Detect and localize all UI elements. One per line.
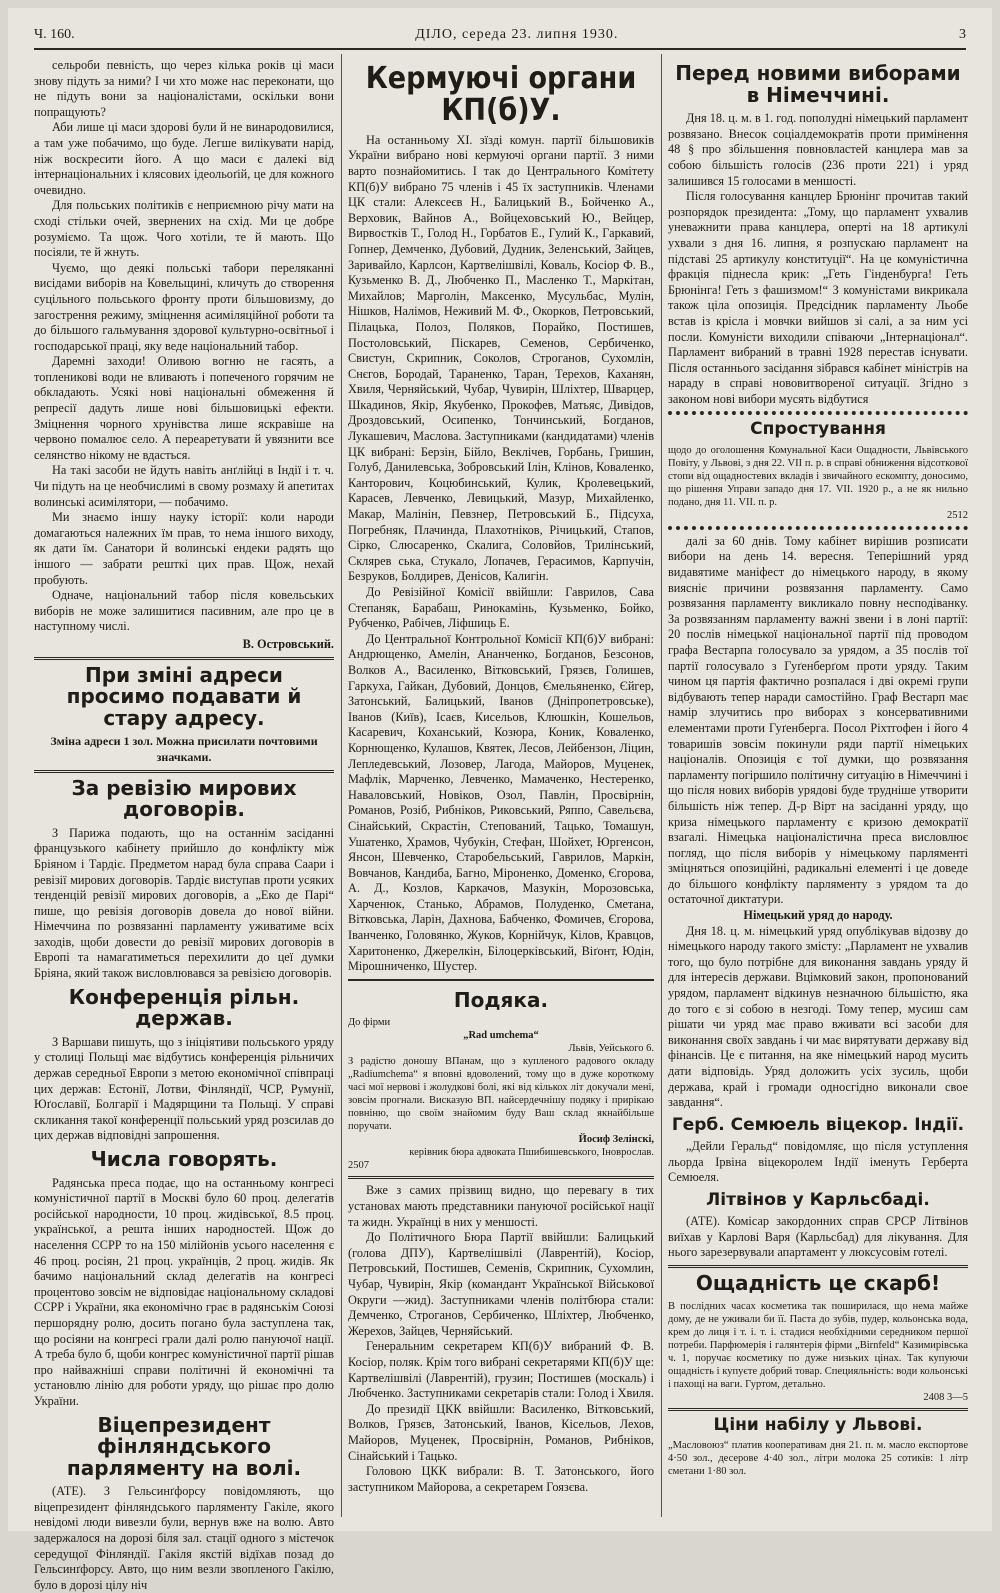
article-paragraph: Дня 18. ц. м. німецький уряд опублікував відозву до німецького народу такого змісту: „Парламент не ухвалив того, що було потрібне для виконання завдань уряду й для інтересів держави. Вцімковий закон, пропонований урядом, парламент відкинув незначною більшістю, яка до того є зі собою в незгоді. Тому тепер, мусиш сам рішати чи уряд має право вживати всі засоби для виконання своїх завдань і чи має вирятувати державу від фінансів. Це є питання, на яке німецький народ мусить дати відповідь. Уряд доложить усіх зусиль, щоби держава, край і громади односгідно виконали свое завдання“. (668, 923, 968, 1110)
ad-signature: Йосиф Зелінскі, (578, 1134, 654, 1146)
article-paragraph: сельроби певність, що через кілька років ці маси знову підуть за ними? І чи хто може нас переконати, що не підуть вони за націоналістами, оскільки вони попращують? (34, 58, 334, 119)
article-paragraph: Радянська преса подає, що на останньому конгресі комуністичної партії в Москві було 60 проц. делегатів російської народности, 10 проц. жидівської, 8.5 проц. української, а решта інших народностей. Щож до населення ССРР то на 150 мілійонів усього населення є 46 проц. росіян, 21 проц. українців, 2 проц. жидів. Як бачимо національний склад делегатів на конгресі процентово зовсім не відповідає національному складові ССРР і України, яка економічно грає в радянськім Союзі першорядну ролю, досить погано була заступлена так, що росіяни на конгресі грали далі ролю пануючої нації. А треба було б, щоби конгрес комуністичної партії рішав про найважніші справи політичні й економічні та установлю лінію для роботи уряду, що рішає про долю України. (34, 1175, 334, 1408)
ad-number: 2408 3—5 (923, 1391, 968, 1403)
page-number: 3 (958, 27, 966, 42)
headline-vice-president: Віцепрезидент фінляндського парляменту на волі. (66, 1412, 302, 1480)
notice-heading: Спростування (750, 419, 886, 440)
article-paragraph: На такі засоби не йдуть навіть анґлійці в Індії і т. ч. Чи підуть на це необчислимі в свому розмаху й апетитах волинські асимілятори, — побачимо. (34, 463, 334, 509)
column-left (34, 58, 334, 1592)
notice-number: 2512 (947, 509, 968, 521)
article-paragraph: З Варшави пишуть, що з ініціятиви польського уряду у столиці Польщі має відбутись конференція рільничих держав середньої Европи з метою економічної співпраці цих держав: Естонії, Лотви, Фінляндії, ЧСР, Румунії, Юґославії, Болгарії і Мадярщини та Польщі. У справі скликання такої конференції польський уряд розсилав до цих держав відповідні запрошення. (34, 1034, 334, 1143)
article-paragraph: Чуємо, що деякі польські табори переляканні висідами виборів на Ковельщині, кличуть до створення суцільного польського фронту проти більшовизму, до загострення режиму, зміцнення асиміляційної роботи та до більшого гальмування здорової культурно-освітньої і господарської праці, яку веде національний табор. (34, 260, 334, 353)
column-divider (341, 54, 342, 1517)
article-paragraph: До Політичного Бюра Партії ввійшли: Балицький (голова ДПУ), Картвелішвілі (Лаврентій), Косіор, Петровський, Постишев, Семенів, Скрипник, Сухомлин, Чубар, Чувирін, Якір (командант Української Військової Округи —жид). Заступниками членів політбюра стали: Демченко, Строганов, Сербиченко, Шліхтер, Любченко, Жерехов, Зайцев, Черняйський. (348, 1230, 654, 1338)
price-notice (668, 1439, 968, 1478)
article-paragraph: Дня 18. ц. м. в 1. год. пополудні німецький парламент розвязано. Внесок соціалдемократів проти примінення 48 § про збільшення повновластей канцлера мав за собою більшість голосів (236 проти 221) і уряд залишився 15 голосами в меншості. (668, 111, 968, 188)
headline-samuel: Герб. Семюель віцекор. Індії. (671, 1114, 965, 1135)
ad-signature-title: керівник бюра адвоката Пшибишевського, Іноврослав. (409, 1147, 654, 1159)
ad-body (668, 1300, 968, 1404)
ad-text: В послідних часах косметика так поширилася, що нема майже дому, де не уживали би її. Паста до зубів, пудер, кольонська вода, крем до лиця і т. і. т. і. стадися необхідними середником першої потреби. Парфюмерія і галянтерія фірми „Birnfeld“ Казимирівська ч. 1, поручає косметику по дуже низьких цінах. Так купуючи ощадність і купуєте добрий товар. Специяльність: води кольонські і пахощі на ваги. Гуртом, детально. (668, 1300, 968, 1390)
article-paragraph: (АТЕ). З Гельсинґфорсу повідомляють, що віцепрезидент фінляндського парляменту Гакіле, якого невідомі люди вивезли були, вернув вже на волю. Авто задержалося на дорозі біля зал. стації одного з містечок середущої Фінляндії. Гакіля якстій відїхав позад до Гельсинґфорсу. Авто, що ним везли звопленого Гакілю, було в дорозі цілу ніч (34, 1484, 334, 1592)
subheading: Німецький уряд до народу. (743, 908, 893, 923)
ad-recipient: До фірми (348, 1017, 391, 1029)
column-right (668, 58, 968, 1517)
ad-number: 2507 (348, 1160, 369, 1172)
divider (668, 526, 968, 530)
divider (348, 1176, 654, 1179)
article-paragraph: „Дейли Геральд“ повідомляє, що після уступлення льорда Ірвіна віцекоролем Індії іменуть Герберта Семюеля. (668, 1139, 968, 1185)
page-masthead-date: ДІЛО, середа 23. липня 1930. (415, 27, 619, 42)
article-paragraph: Після голосування канцлер Брюнінг прочитав такий розпорядок президента: „Тому, що парламент ухвалив уневажнити права канцлера, оперті на 18 артикулі ухвали з дня 16. липня, я розпускаю парламент на підставі 25 артикулу конституції“. На це комуністична фракція піднесла крик: „Геть Гінденбурга! Геть Брюнінга! Геть з фашизмом!“ З комуністами викрикала також ціла опозиція. Предсідник парламенту Льобе встав із крісла і мовчки вийшов зі салі, а за ним усі посли. Комуністи виходили співаючи „Інтернаціонал“. Парламент вибраний в травні 1928 перестав існувати. Після останнього засідання зібрався кабінет міністрів на нараду в справі нововитвореної ситуації. Згідно з законом нові вибори мусять відбутися (668, 189, 968, 406)
page-header (34, 22, 966, 50)
ad-body (348, 1016, 654, 1172)
divider (668, 1265, 968, 1268)
headline-germany-elections: Перед новими виборами в Німеччині. (675, 61, 961, 107)
correction-notice (668, 444, 968, 522)
article-paragraph: далі за 60 днів. Тому кабінет вирішив розписати вибори на день 14. вересня. Теперішний уряд видавятиме маніфест до німецького народу, в якому виясніє причини розвязання парламенту. Само розвязання парламенту викликало повну несподіванку. За розвязанням парламенту важні звени і в лоні партії: 20 послів німецької національної партії під проводом графа Вестарпа голосувало за урядом, а 35 послів тої партії голосувало з Гуґенберґом проти уряду. Таким чином ця партія фактично розпалася і дві окремі групи відбувають тепер наради самостійно. Граф Вестарп має намір злучитись про виборах з консервативними елементами проти Гуґенберга. Посол Ріхтгофен і його 4 товаришів зовсім покинули ряди партії німецьких націоналів. Опозиція є тої думки, що розвязання парламенту погіршило політичну ситуацію в Німеччині і що після нових виборів урядові буде трудніше утворити більшість ніж тепер. Д-р Вірт на засіданні уряду, що криза німецького парламенту є кризою демократії взагалі. Німецька націоналістична преса висловлює погляд, що після виборів у німецькому парляменті зміцняться опозиційні, радикальні елементі і це доведе до більшого конфлікту парляменту з урядом та до остаточної диктатури. (668, 533, 968, 907)
article-paragraph: Ми знаємо іншу науку історії: коли народи домагаються належних їм прав, то нема іншого виходу, як дати їм. Санатори й волинські ендеки радять що іншого — забрати решткі цих прав. Щож, нехай пробують. (34, 510, 334, 587)
article-paragraph: До президії ЦКК ввійшли: Василенко, Вітковський, Волков, Грязєв, Затонський, Іванов, Кісельов, Лехов, Майоров, Муценек, Просвірнін, Романов, Рибніков, Сінайський і Тацько. (348, 1401, 654, 1463)
price-text: „Масловоюз“ платив кооперативам дня 21. п. м. масло експортове 4·50 зол., десерове 4·40 зол., літри молока 25 сотиків: 1 літр сметани 1·80 зол. (668, 1440, 968, 1478)
newspaper-page (8, 8, 992, 1592)
headline-litvinov: Літвінов у Карльсбаді. (706, 1189, 930, 1210)
headline-dairy-prices: Ціни набілу у Львові. (713, 1414, 923, 1435)
article-paragraph: Для польських політиків є неприємною річу мати на сході стільки очей, звернених на схід. Ми це добре розуміємо. Та щож. Чого хотіли, те й мають. Що посіяли, те й жнуть. (34, 198, 334, 260)
ad-text: З радістю доношу ВПанам, що з купленого радового окладу „Radiumchema“ я вповні вдоволений, тому що в дуже короткому часі мої нервові і жолудкові болі, які від кількох літ докучали мені, зовсім прогнали. Висказую ВП. найсердечнішу подяку і прирікаю повніню, що своїм знайомим буду Ваш склад якнайбільше поручати. (348, 1056, 654, 1133)
article-paragraph: Генеральним секретарем КП(б)У вибраний Ф. В. Косіор, поляк. Крім того вибрані секретарями КП(б)У ще: Картвелішвілі (Лаврентій), грузин; Постишев (москаль) і Любченко. Заступниками секретарів стали: Голод і Хвиля. (348, 1339, 654, 1401)
ad-headline: Ощадність це скарб! (695, 1271, 941, 1296)
divider (668, 411, 968, 415)
article-paragraph: З Парижа подають, що на останнім засіданні французького кабінету прийшло до конфлікту між Бріяном і Тардіє. Предметом нарад була справа Саари і ревізії мирових договорів. Тардіє виступав проти усяких тенденцій ревізії мирових договорів, а „Еко де Парі“ пише, що ревізія договорів довела до нової війни. Німеччина по розвязанні парламенту уживатиме всіх заходів, щоби довести до ревізії мирових договорів в Европі та намагатиметься перехилити до цеї думки Бріяна, який також висловлювався за ревізією договорів. (34, 825, 334, 981)
headline-revision: За ревізію мирових договорів. (71, 775, 297, 822)
notice-heading: При зміні адреси просимо подавати й стару адресу. (66, 662, 302, 730)
article-paragraph: Головою ЦКК вибрали: В. Т. Затонського, його заступником Майорова, а секретарем Гоязєва. (348, 1464, 654, 1494)
ad-firm-name: „Rad umchema“ (463, 1030, 539, 1042)
divider (34, 770, 334, 773)
notice-text: Зміна адреси 1 зол. Можна присилати почтовими значками. (50, 734, 318, 764)
headline-conference: Конференція рільн. держав. (68, 984, 300, 1031)
headline-numbers: Числа говорять. (90, 1147, 278, 1171)
divider (34, 657, 334, 660)
ad-city: Львів, Уейського 6. (568, 1043, 654, 1055)
article-paragraph: Вже з самих прізвищ видно, що перевагу в тих установах мають представники пануючої російської нації та жидн. Українці в них у меншості. (348, 1183, 654, 1229)
column-middle (348, 58, 654, 1517)
article-paragraph: Одначе, національний табор після ковельських виборів не може залишитися пасивним, але про це в наступному числі. (34, 588, 334, 634)
article-paragraph: До Ревізійної Комісії ввійшли: Гаврилов, Сава Степаняк, Барабаш, Ринокамінь, Кузьменко, Бойко, Рубченко, Рабічев, Ліфшиць Е. (348, 585, 654, 631)
advertisement-box (348, 979, 654, 1180)
author-signature: В. Островський. (242, 636, 334, 651)
article-paragraph: До Центральної Контрольної Комісії КП(б)У вибрані: Андрющенко, Амелін, Ананченко, Богданов, Безсонов, Волков А., Василенко, Вітковський, Грязєв, Голишев, Гаркуха, Гайкан, Дубовий, Донцов, Ємельяненко, Єйгер, Затонський, Балицький, Іванов (Дніпропетровське), Іванов (Київ), Ісаєв, Кисельов, Клюшкін, Кошельов, Касаревич, Коханський, Козюра, Коник, Коваленко, Корнющенко, Кулашов, Квятек, Лесов, Лейбензон, Ліцин, Лепледевський, Лозовер, Лагода, Майоров, Муценек, Мафлік, Марченко, Левченко, Мамаченко, Нестеренко, Наваловський, Новіков, Озол, Павлін, Просвірнін, Романов, Розіб, Рибніков, Риковський, Ряппо, Савельєва, Сінайський, Скрастін, Степований, Тацько, Томашун, Ушатенко, Храмов, Чубукін, Стефан, Шойхет, Юргенсон, Янсон, Шевченко, Старобельський, Гаврилов, Маркін, Вовчанов, Кандиба, Багно, Міроненко, Доменко, Єгорова, А. Д., Козлов, Каркачов, Мазукін, Морозовська, Харченюк, Станько, Абрамов, Полуденко, Сметана, Вітковська, Ларін, Дахнова, Бабченко, Фомичев, Єгорова, Іванченко, Головянко, Жуков, Корнійчук, Кілов, Кравцов, Харитоненко, Джерелкін, Білоцерківський, Віґонт, Юдін, Мірошниченко, Шустер. (348, 631, 654, 974)
article-paragraph: На останньому XI. зїзді комун. партії більшовиків України вибрано нові кермуючі органи партії. З ними варто познайомитись. І так до Центрального Комітету КП(б)У вибрано 75 членів і 45 їх заступників. Членами ЦК стали: Алексеєв Н., Балицький В., Бойченко А., Верховик, Вайнов А., Войцеховський Ю., Вейцер, Вирвостків Т., Голод Н., Горбатов Е., Гулий К., Гаркавий, Гопнер, Демченко, Дубовий, Дудник, Зеленський, Зайцев, Заривайло, Карлсон, Картвелішвілі, Коваль, Косіор Ф. В., Кузьменко В. Д., Любченко П., Масленко Т., Маркітан, Михайлов; Марголін, Максенко, Мусульбас, Мулін, Нішков, Налімов, Неживий М. Ф., Окорков, Петровський, Пілацька, Полоз, Поляков, Порайко, Постишев, Постоловський, Піскарев, Семенов, Сербиченко, Свистун, Скрипник, Соколов, Строганов, Сухомлін, Снєгов, Бородай, Тараненко, Таран, Терехов, Каханян, Хвиля, Черняйський, Чубар, Чувирін, Шліхтер, Шварцер, Шкадинов, Якір, Якубенко, Прокофев, Матьяс, Дивідов, Дроздовський, Осипенко, Тончинський, Богданов, Лукашевич, Маслова. Заступниками (кандидатами) членів ЦК вибрані: Берзін, Бійло, Веклічев, Горбань, Гришин, Голуб, Данилевська, Зобровський Ілін, Клінов, Коваленко, Канторович, Коцюбинський, Кулик, Кролевецький, Карасев, Левченко, Левицький, Мазур, Михайленко, Макар, Малінін, Певзнер, Петровський Б., Підсуха, Погребняк, Плачинда, Плахотніков, Річицький, Стапов, Сірко, Слюсаренко, Скалига, Соловйов, Трилінський, Склярев ська, Стукало, Лопачев, Герасимов, Карпучін, Безруков, Болдирев, Денісов, Калигін. (348, 132, 654, 584)
column-divider (661, 54, 662, 1517)
page-issue-number: Ч. 160. (34, 27, 75, 42)
headline-main: Кермуючі органи КП(б)У. (365, 61, 637, 129)
article-paragraph: Даремні заходи! Оливою вогню не гасять, а топленикові води не вливають і попеченого горячим не обкладають. Усякі нові національні обмеження й репресії дадуть лише нові більшовицькі ефекти. Зміцнення чорного хрунівства лише яскравіше на червоно помалює село. А переаретувати й увязнити все селянство нікому не вдасться. (34, 354, 334, 462)
article-paragraph: (АТЕ). Комісар закордонних справ СРСР Літвінов виїхав у Карлові Варя (Карльсбад) для лікування. Для нього зарезервували апартамент у люксусовім готелі. (668, 1214, 968, 1260)
notice-text: щодо до оголошення Комунальної Каси Ощадности, Львівського Повіту, у Львові, з дня 22. VII п. р. в справі обниження відсоткової стопи від ощадностевих вкладів і звичайного ескомпту, доносимо, що рішення Управи западо дня 17. VII. 1920 р., а не як нильно подано, дня 11. VII. п. р. (668, 444, 968, 508)
article-paragraph: Аби лише ці маси здорові були й не винародовилися, а там уже побачимо, що буде. Легше вилікувати нарід, ніж воскресити його. А що маси є далекі від інтернаціональних і клясових ідеольоґій, це для кожного очевидно. (34, 120, 334, 197)
divider (668, 1408, 968, 1411)
ad-headline: Подяка. (453, 987, 549, 1012)
